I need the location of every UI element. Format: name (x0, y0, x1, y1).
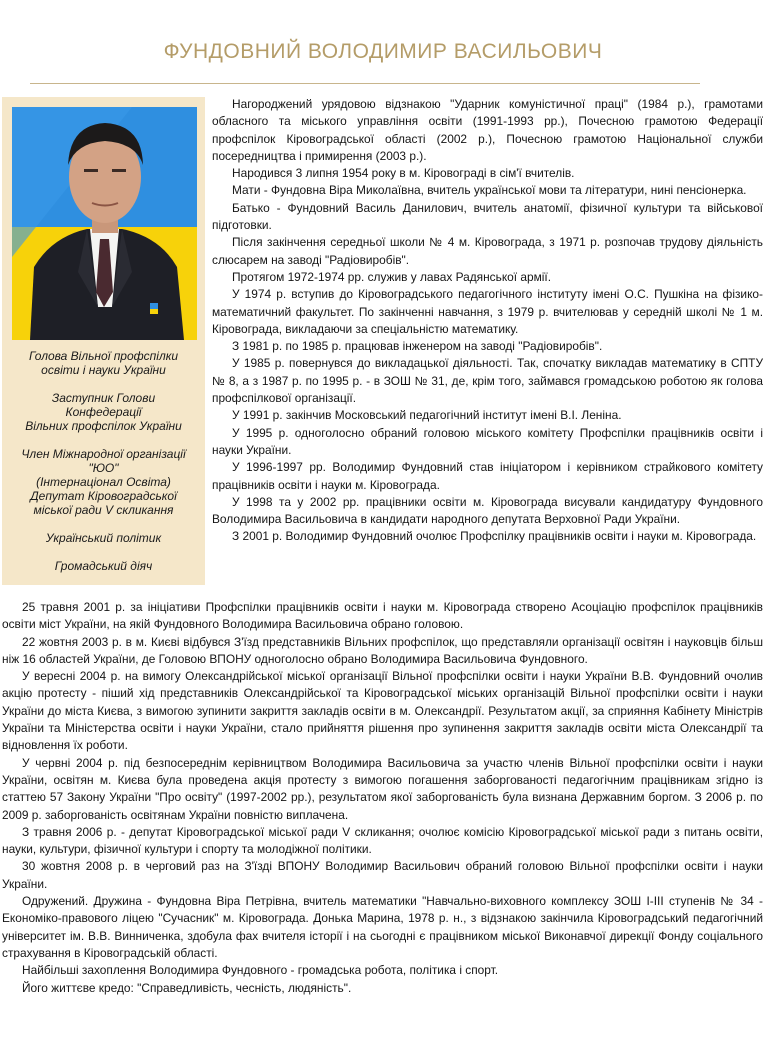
paragraph: У 1991 р. закінчив Московський педагогічний інститут імені В.І. Леніна. (232, 408, 622, 423)
paragraph: У 1998 та у 2002 рр. працівники освіти м. Кіровограда висували кандидатуру Фундовного Володимира Васильовича в кандидати народного депутата Верховної Ради України. (212, 494, 763, 527)
paragraph: У вересні 2004 р. на вимогу Олександрійської міської організації Вільної профспілки освіти і науки України В.В. Фундовний очолив акцію протесту - піший хід представників Олександрійської та Кіровоградської міських організацій Вільної профспілки освіти і науки України до міста Києва, з вимогою зупинити закриття закладів освіти в м. Олександрії. Результатом акції, за сприяння Кабінету Міністрів України та Міністерства освіти і науки України, стало прийняття рішення про зупинення закриття закладів освіти міста Олександрії та відновлення їх роботи. (2, 669, 763, 753)
sidebar-panel (2, 97, 205, 585)
paragraph: Після закінчення середньої школи № 4 м. Кіровограда, з 1971 р. розпочав трудову діяльність слюсарем на заводі "Радіовиробів". (212, 235, 763, 267)
paragraph: У 1985 р. повернувся до викладацької діяльності. Так, спочатку викладав математику в СПТУ № 8, а з 1987 р. по 1995 р. - в ЗОШ № 31, де, крім того, займався громадською роботою як голова профспілкової організації. (212, 356, 763, 406)
paragraph: Народився 3 липня 1954 року в м. Кіровограді в сім'ї вчителів. (232, 166, 575, 181)
paragraph: З 2001 р. Володимир Фундовний очолює Профспілку працівників освіти і науки м. Кіровограда. (232, 529, 757, 544)
paragraph: Батько - Фундовний Василь Данилович, вчитель анатомії, фізичної культури та військової підготовки. (212, 200, 763, 233)
biography-right-column (212, 96, 763, 546)
paragraph: З 1981 р. по 1985 р. працював інженером на заводі "Радіовиробів". (232, 339, 603, 354)
paragraph: У червні 2004 р. під безпосереднім керівництвом Володимира Васильовича за участю членів Вільної профспілки освіти і науки України, освітян м. Києва була проведена акція протесту з вимогою погашення заборгованості педагогічним працівникам згідно із статтею 57 Закону України "Про освіту" (1997-2002 рр.), результатом якої заборгованість була визнана Державним боргом. З 2006 р. по 2009 р. заборгованість освітянам України повністю виплачена. (2, 755, 763, 822)
paragraph: У 1996-1997 рр. Володимир Фундовний став ініціатором і керівником страйкового комітету працівників освіти і науки м. Кіровограда. (212, 460, 763, 492)
paragraph: 25 травня 2001 р. за ініціативи Профспілки працівників освіти і науки м. Кіровограда створено Асоціацію профспілок працівників освіти міст України, на якій Фундовного Володимира Васильовича обрано головою. (2, 600, 763, 632)
paragraph: З травня 2006 р. - депутат Кіровоградської міської ради V скликання; очолює комісію Кіровоградської міської ради з питань освіти, науки, культури, фізичної культури і спорту та молодіжної політики. (2, 824, 763, 857)
caption-role-5: Громадський діяч (54, 559, 153, 573)
paragraph: Його життєве кредо: "Справедливість, чесність, людяність". (22, 980, 352, 995)
portrait-illustration (12, 107, 197, 340)
caption-role-4: Український політик (45, 531, 162, 545)
sidebar-captions (2, 349, 205, 587)
paragraph: Одружений. Дружина - Фундовна Віра Петрівна, вчитель математики "Навчально-виховного комплексу ЗОШ І-ІІІ ступенів № 34 - Економіко-правового ліцею "Сучасник" м. Кіровограда. Донька Марина, 1978 р. н., з відзнакою закінчила Кіровоградський педагогічний університет ім. В.В. Винниченка, здобула фах вчителя історії і на сьогодні є працівником міської Виконавчої дирекції Фонду соціального страхування в Кіровоградській області. (2, 894, 763, 960)
paragraph: 22 жовтня 2003 р. в м. Києві відбувся З'їзд представників Вільних профспілок, що представляли організації освітян і науковців більш ніж 16 областей України, де Головою ВПОНУ одноголосно обрано Володимира Васильовича Фундовного. (2, 634, 763, 666)
portrait-photo (12, 107, 197, 340)
caption-role-2: Заступник Голови Конфедерації Вільних профспілок України (25, 391, 182, 433)
paragraph: Найбільші захоплення Володимира Фундовного - громадська робота, політика і спорт. (22, 963, 499, 978)
paragraph: У 1995 р. одноголосно обраний головою міського комітету Профспілки працівників освіти і науки України. (212, 425, 763, 457)
paragraph: Протягом 1972-1974 рр. служив у лавах Радянської армії. (232, 269, 552, 284)
title-divider (30, 83, 700, 84)
page-title: ФУНДОВНИЙ ВОЛОДИМИР ВАСИЛЬОВИЧ (163, 40, 603, 63)
paragraph: Мати - Фундовна Віра Миколаївна, вчитель української мови та літератури, нині пенсіонерка. (232, 183, 747, 198)
paragraph: У 1974 р. вступив до Кіровоградського педагогічного інституту імені О.С. Пушкіна на фізико-математичний факультет. По закінченні навчання, з 1979 р. вчителював у середній школі № 1 м. Кіровограда, викладаючи за спеціальністю математику. (212, 287, 763, 336)
paragraph: 30 жовтня 2008 р. в черговий раз на З'їзді ВПОНУ Володимир Васильович обраний головою Вільної профспілки освіти і науки України. (2, 859, 763, 891)
biography-full-width (2, 599, 763, 997)
caption-role-3: Член Міжнародної організації "ЮО" (Інтернаціонал Освіта) Депутат Кіровоградської міської ради V скликання (21, 447, 186, 517)
caption-role-1: Голова Вільної профспілки освіти і науки України (28, 349, 179, 377)
paragraph: Нагороджений урядовою відзнакою "Ударник комуністичної праці" (1984 р.), грамотами обласного та міського управління освіти (1991-1993 рр.), Почесною грамотою Федерації профспілок Кіровоградської області (2002 р.), Почесною грамотою Національної служби посередництва і примирення (2003 р.). (212, 97, 763, 163)
